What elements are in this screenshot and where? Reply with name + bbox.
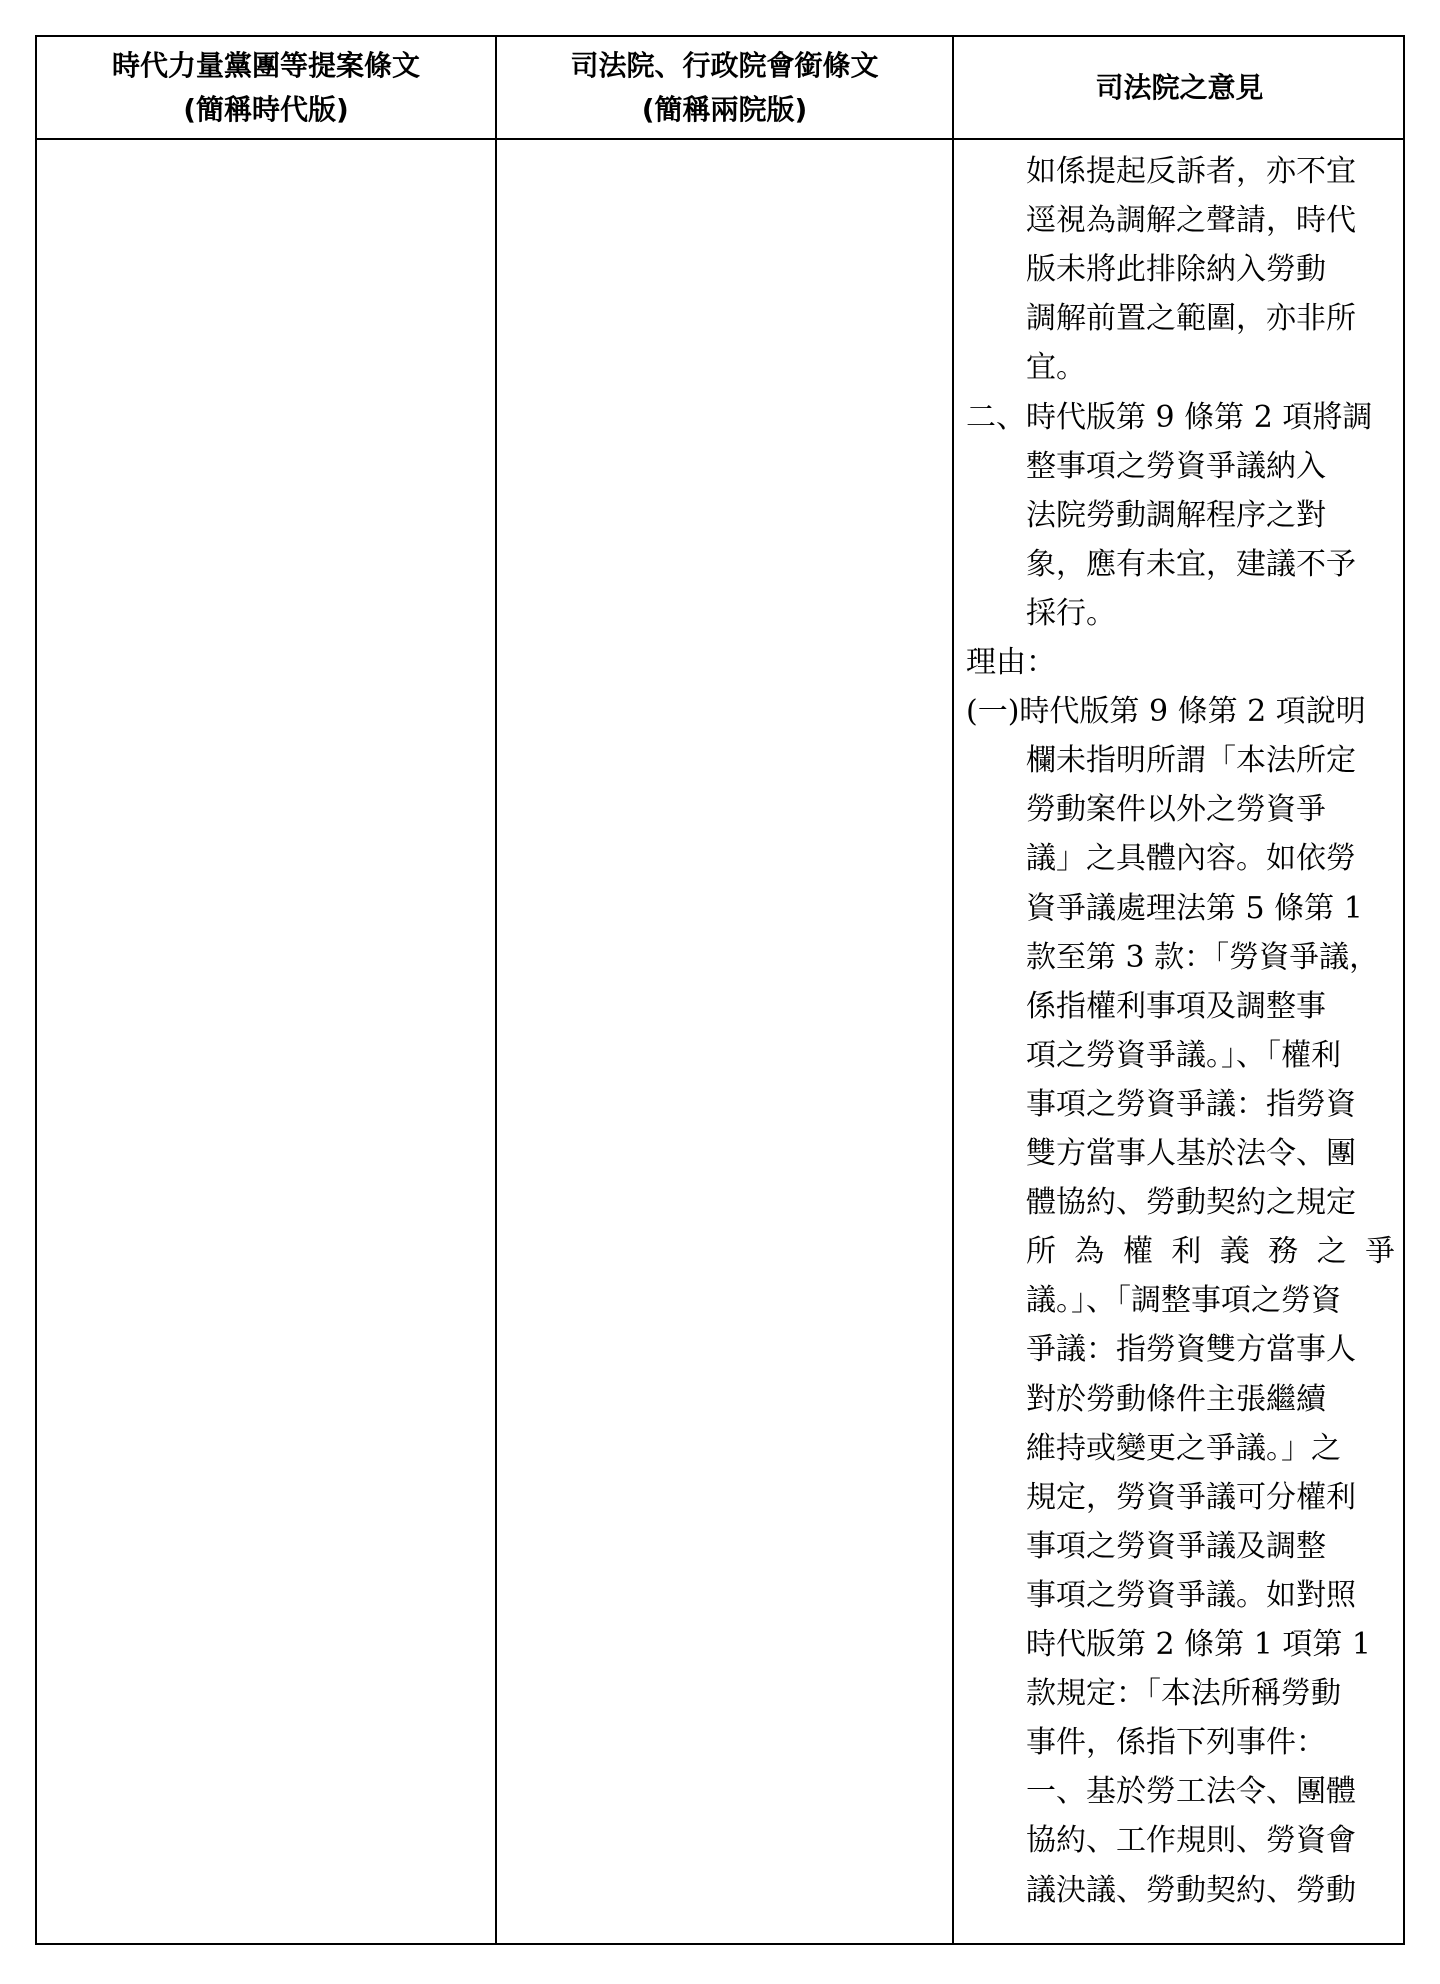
opinion-text-line: 事項之勞資爭議。如對照 <box>1026 1577 1356 1613</box>
table-header-row <box>37 37 1403 140</box>
opinion-text-line: 協約、工作規則、勞資會 <box>1026 1823 1356 1859</box>
opinion-text-line: 逕視為調解之聲請，時代 <box>1026 203 1356 239</box>
opinion-text-line: 所為權利義務之爭 <box>1026 1234 1395 1270</box>
opinion-text-line: 體協約、勞動契約之規定 <box>1026 1185 1356 1221</box>
opinion-text-line: 事項之勞資爭議：指勞資 <box>1026 1086 1356 1122</box>
opinion-text-line: 款規定：「本法所稱勞動 <box>1026 1676 1341 1712</box>
header-col-2-subtitle: (簡稱兩院版) <box>641 92 808 126</box>
opinion-text-line: 議」之具體內容。如依勞 <box>1026 841 1356 877</box>
opinion-text-line: 法院勞動調解程序之對 <box>1026 497 1326 533</box>
column-divider-1 <box>495 37 497 1943</box>
opinion-text-line: (一)時代版第 9 條第 2 項說明 <box>966 694 1366 730</box>
opinion-text-line: 資爭議處理法第 5 條第 1 <box>1026 890 1363 926</box>
opinion-text-line: 係指權利事項及調整事 <box>1026 988 1326 1024</box>
opinion-text-line: 時代版第 2 條第 1 項第 1 <box>1026 1627 1371 1662</box>
opinion-text-line: 爭議：指勞資雙方當事人 <box>1026 1332 1356 1368</box>
opinion-text-line: 項之勞資爭議。」、「權利 <box>1026 1037 1341 1073</box>
opinion-text-line: 二、時代版第 9 條第 2 項將調 <box>966 399 1373 435</box>
opinion-text-line: 宜。 <box>1026 350 1086 386</box>
header-col-2 <box>497 37 952 138</box>
header-col-1 <box>37 37 495 138</box>
opinion-text-line: 版未將此排除納入勞動 <box>1026 252 1326 288</box>
opinion-text-line: 規定，勞資爭議可分權利 <box>1026 1479 1356 1515</box>
opinion-text-line: 勞動案件以外之勞資爭 <box>1026 792 1326 828</box>
opinion-text-line: 議決議、勞動契約、勞動 <box>1026 1872 1356 1908</box>
opinion-text-line: 款至第 3 款：「勞資爭議， <box>1026 939 1380 975</box>
opinion-text-line: 議。」、「調整事項之勞資 <box>1026 1283 1341 1319</box>
opinion-text-line: 維持或變更之爭議。」之 <box>1026 1430 1341 1466</box>
header-col-1-subtitle: (簡稱時代版) <box>183 92 349 126</box>
opinion-text-line: 一、基於勞工法令、團體 <box>1026 1774 1356 1810</box>
opinion-text-line: 事項之勞資爭議及調整 <box>1026 1528 1326 1564</box>
column-divider-2 <box>952 37 954 1943</box>
opinion-text-line: 事件，係指下列事件： <box>1026 1725 1326 1761</box>
opinion-text-line: 如係提起反訴者，亦不宜 <box>1026 154 1356 189</box>
header-col-3 <box>954 37 1405 138</box>
header-col-3-title: 司法院之意見 <box>1095 70 1264 104</box>
header-col-2-title: 司法院、行政院會銜條文 <box>570 48 879 82</box>
opinion-text-line: 對於勞動條件主張繼續 <box>1026 1381 1326 1417</box>
header-col-1-title: 時代力量黨團等提案條文 <box>111 48 420 82</box>
opinion-text-line: 整事項之勞資爭議納入 <box>1026 448 1326 484</box>
opinion-text-line: 採行。 <box>1026 595 1116 631</box>
opinion-text-line: 雙方當事人基於法令、團 <box>1026 1136 1356 1171</box>
opinion-text-line: 欄未指明所謂「本法所定 <box>1026 743 1356 779</box>
opinion-text-line: 象，應有未宜，建議不予 <box>1026 546 1356 582</box>
opinion-text-line: 理由： <box>966 645 1056 680</box>
comparison-table <box>35 35 1405 1945</box>
opinion-text-line: 調解前置之範圍，亦非所 <box>1026 301 1356 337</box>
